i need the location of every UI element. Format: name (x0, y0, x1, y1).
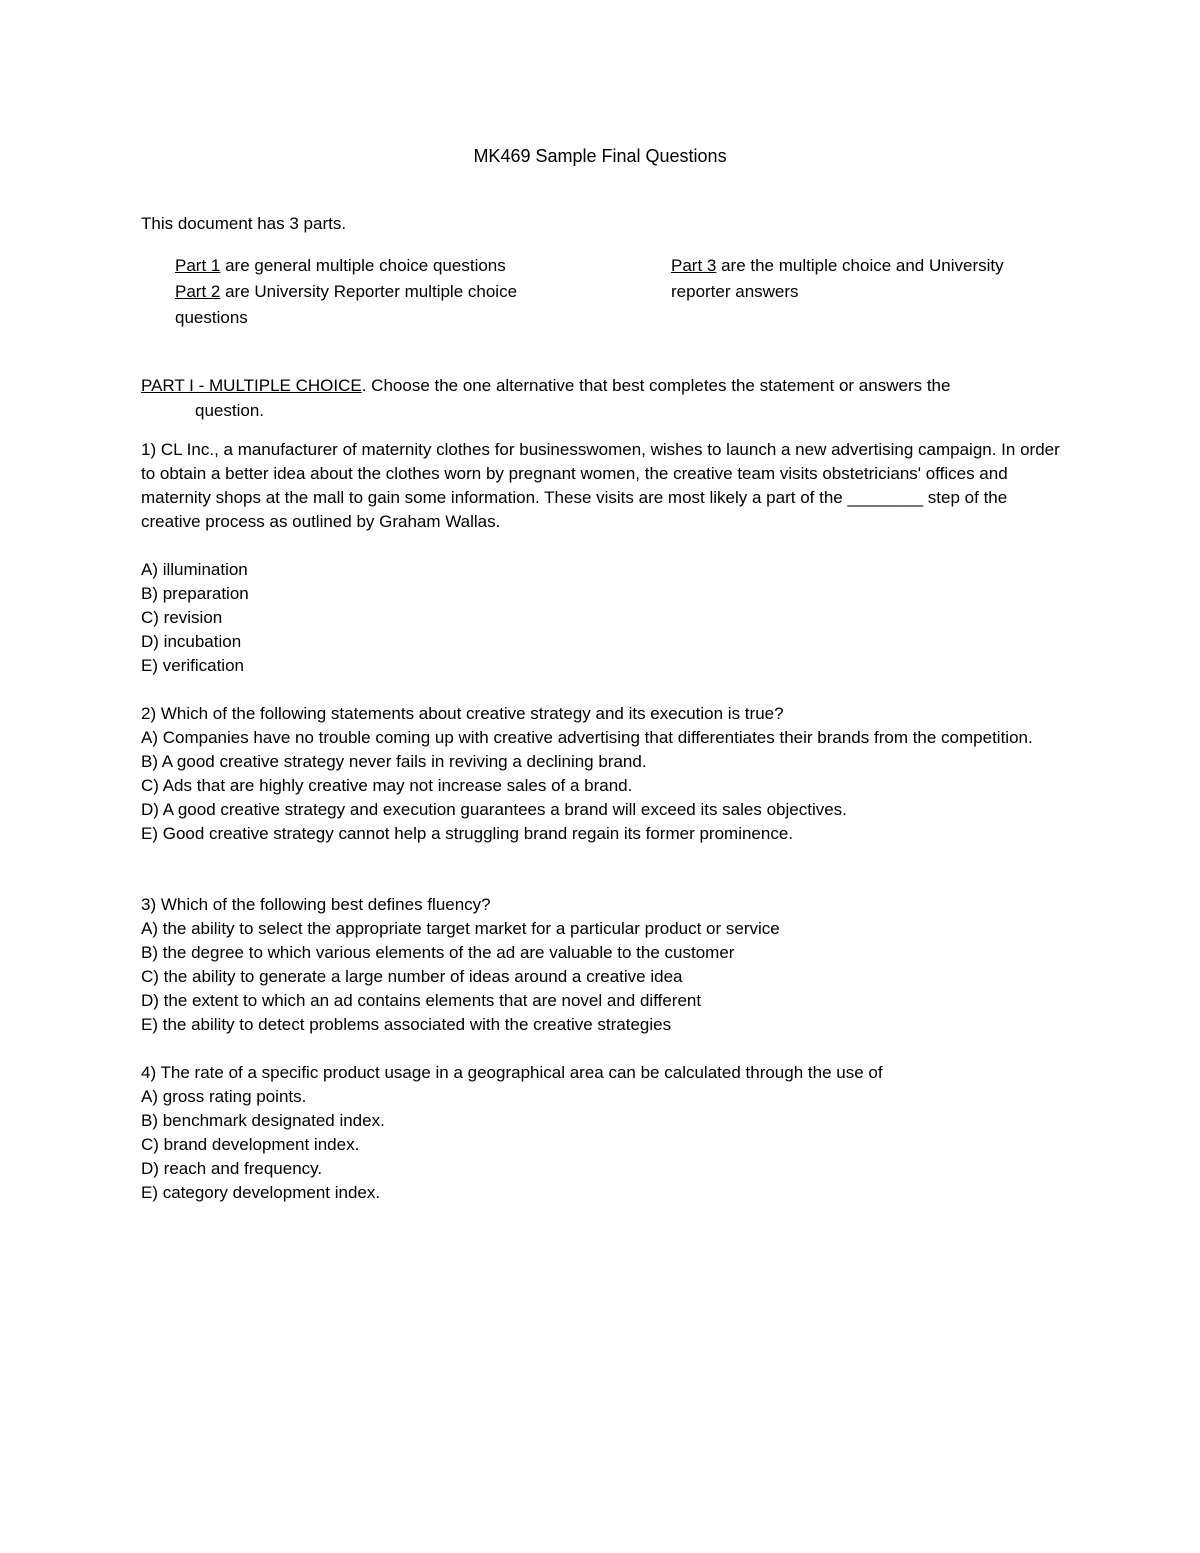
part1-text: are general multiple choice questions (220, 256, 506, 275)
option-b: B) A good creative strategy never fails in reviving a declining brand. (141, 752, 647, 771)
parts-right-column (671, 253, 1061, 305)
option-e: E) Good creative strategy cannot help a struggling brand regain its former prominence. (141, 824, 794, 843)
part3-text: are the multiple choice and University reporter answers (671, 256, 1004, 301)
question-2 (141, 702, 1061, 846)
option-d: D) incubation (141, 632, 242, 651)
section1-instruction: . Choose the one alternative that best completes the statement or answers the (361, 376, 951, 395)
answer-options (141, 1085, 1061, 1205)
section1-title: PART I - MULTIPLE CHOICE (141, 376, 362, 395)
option-c: C) Ads that are highly creative may not increase sales of a brand. (141, 776, 633, 795)
part2-text: are University Reporter multiple choice questions (175, 282, 518, 327)
option-a: A) the ability to select the appropriate target market for a particular product or service (141, 919, 780, 938)
part3-line (671, 253, 1061, 305)
option-a: A) gross rating points. (141, 1087, 307, 1106)
option-d: D) the extent to which an ad contains elements that are novel and different (141, 991, 702, 1010)
option-e: E) category development index. (141, 1183, 381, 1202)
document-title: MK469 Sample Final Questions (473, 146, 727, 166)
option-b: B) preparation (141, 584, 249, 603)
question-text: 2) Which of the following statements about creative strategy and its execution is true? (141, 704, 784, 723)
intro-text: This document has 3 parts. (141, 214, 347, 233)
option-d: D) A good creative strategy and execution guarantees a brand will exceed its sales objectives. (141, 800, 847, 819)
part1-label: Part 1 (175, 256, 221, 275)
section1-instruction-cont: question. (195, 401, 264, 420)
option-d: D) reach and frequency. (141, 1159, 323, 1178)
option-a: A) Companies have no trouble coming up with creative advertising that differentiates their brands from the competition. (141, 728, 1033, 747)
part3-label: Part 3 (671, 256, 717, 275)
option-c: C) revision (141, 608, 223, 627)
part2-line (175, 279, 575, 331)
question-4 (141, 1061, 1061, 1205)
part1-line (175, 253, 575, 279)
answer-options (141, 917, 1061, 1037)
answer-options (141, 726, 1061, 846)
option-b: B) benchmark designated index. (141, 1111, 385, 1130)
option-b: B) the degree to which various elements of the ad are valuable to the customer (141, 943, 735, 962)
question-1 (141, 438, 1061, 678)
question-text: 4) The rate of a specific product usage in a geographical area can be calculated through the use of (141, 1063, 883, 1082)
option-e: E) verification (141, 656, 244, 675)
part2-label: Part 2 (175, 282, 221, 301)
option-c: C) the ability to generate a large number of ideas around a creative idea (141, 967, 683, 986)
question-3 (141, 893, 1061, 1037)
parts-left-column (175, 253, 575, 331)
option-e: E) the ability to detect problems associated with the creative strategies (141, 1015, 672, 1034)
option-c: C) brand development index. (141, 1135, 360, 1154)
option-a: A) illumination (141, 560, 248, 579)
section1-heading (141, 373, 1057, 423)
question-text: 1) CL Inc., a manufacturer of maternity clothes for businesswomen, wishes to launch a new advertising campaign. In order to obtain a better idea about the clothes worn by pregnant women, the creative team visits obstetricians' offices and maternity shops at the mall to gain some information. These visits are most likely a part of the ________ step of the creative process as outlined by Graham Wallas. (141, 440, 1060, 531)
answer-options (141, 558, 1061, 678)
question-text: 3) Which of the following best defines fluency? (141, 895, 491, 914)
